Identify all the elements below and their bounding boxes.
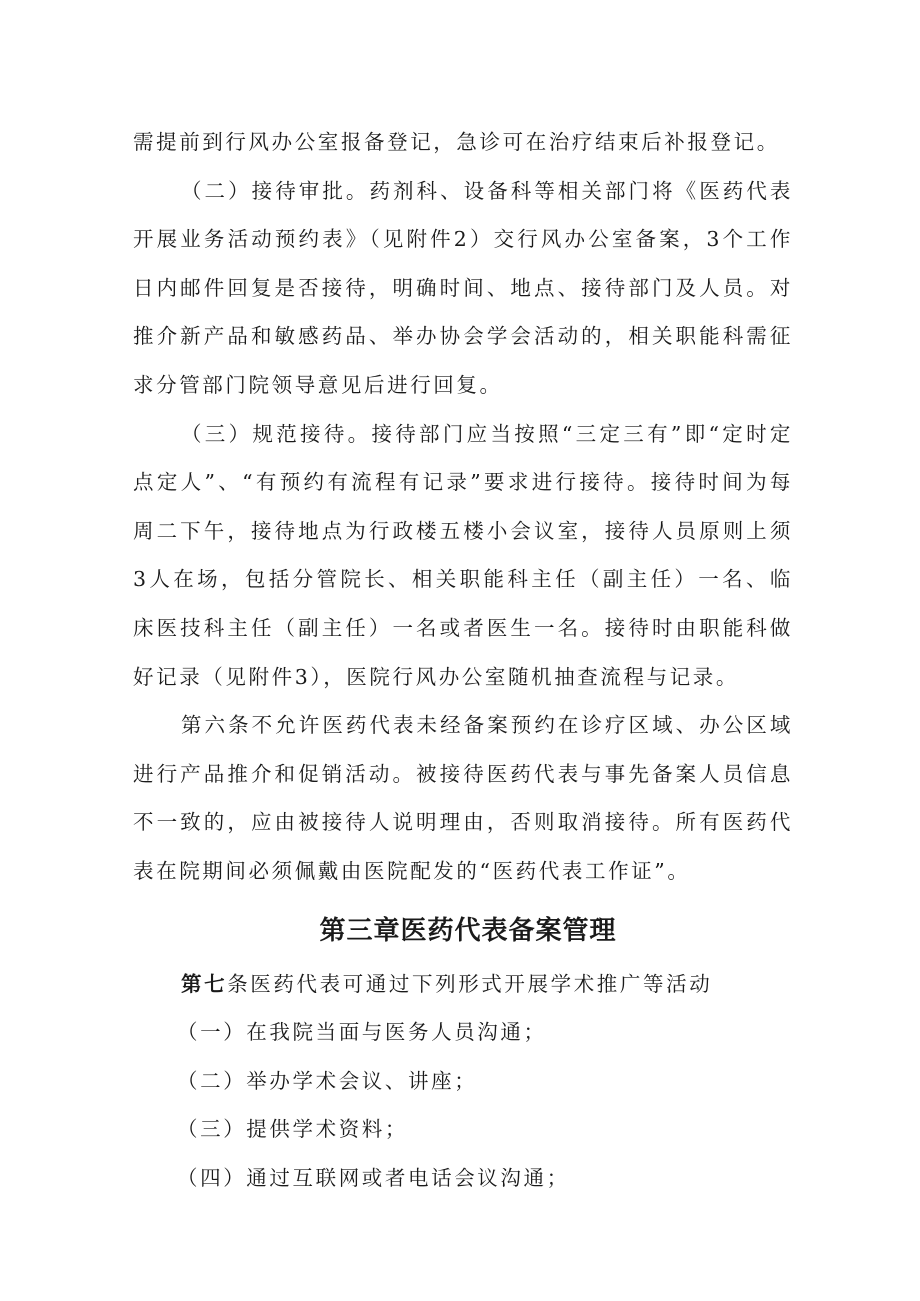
paragraph-article-6: 第六条不允许医药代表未经备案预约在诊疗区域、办公区域进行产品推介和促销活动。被接待医药代表与事先备案人员信息不一致的，应由被接待人说明理由，否则取消接待。所有医药代表在院期间必须佩戴由医院配发的“医药代表工作证”。 [133,713,793,883]
article-7-lead: 第七 [181,971,228,996]
list-item: （四）通过互联网或者电话会议沟通； [177,1165,570,1190]
document-body [133,118,793,1202]
paragraph-article-7 [133,960,793,1009]
chapter-heading: 第三章医药代表备案管理 [319,915,617,946]
paragraph-continuation: 需提前到行风办公室报备登记，急诊可在治疗结束后补报登记。 [133,130,780,154]
paragraph-reception-approval: （二）接待审批。药剂科、设备科等相关部门将《医药代表开展业务活动预约表》（见附件2）交行风办公室备案，3个工作日内邮件回复是否接待，明确时间、地点、接待部门及人员。对推介新产品和敏感药品、举办协会学会活动的，相关职能科需征求分管部门院领导意见后进行回复。 [133,178,793,397]
list-item: （二）举办学术会议、讲座； [177,1068,478,1093]
article-7-text: 条医药代表可通过下列形式开展学术推广等活动 [227,971,713,996]
list-item: （三）提供学术资料； [177,1117,408,1142]
list-item: （一）在我院当面与医务人员沟通； [177,1020,547,1045]
paragraph-standard-reception: （三）规范接待。接待部门应当按照“三定三有”即“定时定点定人”、“有预约有流程有记录”要求进行接待。接待时间为每周二下午，接待地点为行政楼五楼小会议室，接待人员原则上须3人在场，包括分管院长、相关职能科主任（副主任）一名、临床医技科主任（副主任）一名或者医生一名。接待时由职能科做好记录（见附件3），医院行风办公室随机抽查流程与记录。 [133,421,793,689]
